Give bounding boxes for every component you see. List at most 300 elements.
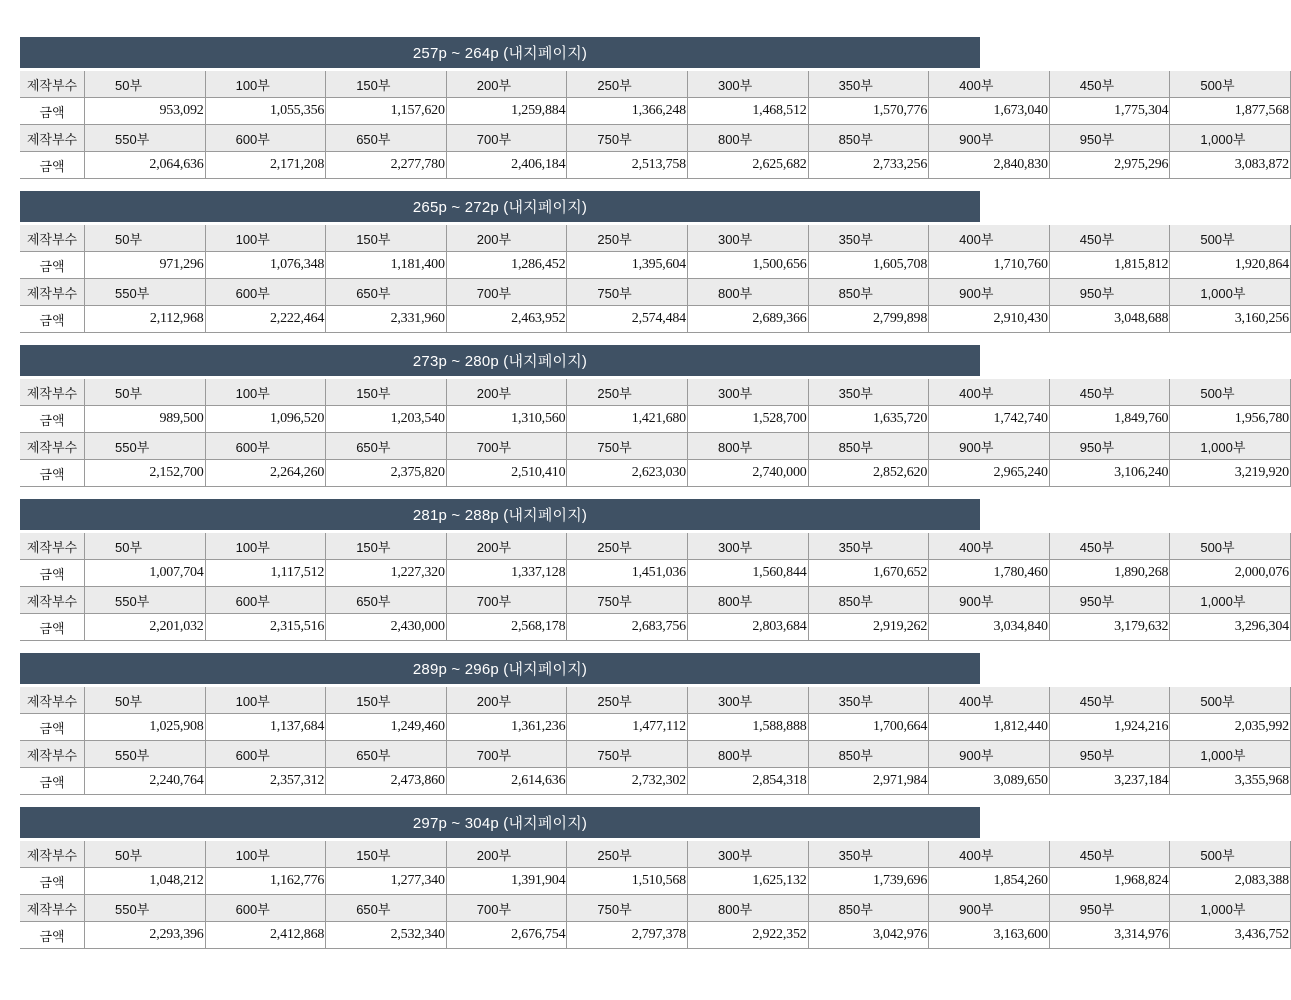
amount-cell: 2,614,636 (446, 768, 567, 795)
quantity-cell: 350부 (808, 71, 929, 98)
quantity-cell: 1,000부 (1170, 895, 1291, 922)
quantity-row (20, 895, 1290, 922)
amount-cell: 1,277,340 (326, 868, 447, 895)
quantity-row-label: 제작부수 (20, 279, 85, 306)
amount-cell: 2,797,378 (567, 922, 688, 949)
quantity-cell: 250부 (567, 687, 688, 714)
quantity-cell: 600부 (205, 741, 326, 768)
amount-cell: 2,965,240 (929, 460, 1050, 487)
amount-cell: 2,854,318 (687, 768, 808, 795)
quantity-cell: 50부 (85, 533, 206, 560)
amount-cell: 1,286,452 (446, 252, 567, 279)
quantity-cell: 750부 (567, 125, 688, 152)
amount-row (20, 922, 1290, 949)
amount-cell: 2,264,260 (205, 460, 326, 487)
amount-cell: 1,451,036 (567, 560, 688, 587)
amount-cell: 2,574,484 (567, 306, 688, 333)
quantity-row (20, 125, 1290, 152)
amount-row (20, 306, 1290, 333)
amount-cell: 1,625,132 (687, 868, 808, 895)
quantity-cell: 950부 (1049, 125, 1170, 152)
quantity-cell: 850부 (808, 433, 929, 460)
quantity-row (20, 279, 1290, 306)
amount-cell: 2,201,032 (85, 614, 206, 641)
quantity-cell: 400부 (929, 687, 1050, 714)
amount-cell: 2,083,388 (1170, 868, 1291, 895)
quantity-cell: 750부 (567, 433, 688, 460)
amount-cell: 1,055,356 (205, 98, 326, 125)
amount-cell: 1,570,776 (808, 98, 929, 125)
quantity-cell: 450부 (1049, 841, 1170, 868)
amount-cell: 1,605,708 (808, 252, 929, 279)
quantity-cell: 700부 (446, 125, 567, 152)
amount-cell: 3,106,240 (1049, 460, 1170, 487)
quantity-cell: 100부 (205, 379, 326, 406)
amount-row (20, 614, 1290, 641)
amount-cell: 971,296 (85, 252, 206, 279)
quantity-row-label: 제작부수 (20, 587, 85, 614)
amount-cell: 2,035,992 (1170, 714, 1291, 741)
quantity-cell: 650부 (326, 279, 447, 306)
quantity-cell: 550부 (85, 125, 206, 152)
quantity-row (20, 533, 1290, 560)
amount-cell: 2,357,312 (205, 768, 326, 795)
amount-cell: 1,710,760 (929, 252, 1050, 279)
amount-cell: 1,968,824 (1049, 868, 1170, 895)
amount-cell: 2,852,620 (808, 460, 929, 487)
amount-cell: 1,812,440 (929, 714, 1050, 741)
amount-cell: 3,042,976 (808, 922, 929, 949)
quantity-row (20, 587, 1290, 614)
amount-cell: 3,089,650 (929, 768, 1050, 795)
amount-cell: 2,910,430 (929, 306, 1050, 333)
amount-cell: 2,683,756 (567, 614, 688, 641)
quantity-row-label: 제작부수 (20, 687, 85, 714)
quantity-cell: 1,000부 (1170, 741, 1291, 768)
quantity-row-label: 제작부수 (20, 895, 85, 922)
quantity-cell: 150부 (326, 379, 447, 406)
quantity-cell: 950부 (1049, 587, 1170, 614)
amount-cell: 1,528,700 (687, 406, 808, 433)
quantity-cell: 650부 (326, 433, 447, 460)
price-section (20, 345, 1289, 487)
quantity-row-label: 제작부수 (20, 533, 85, 560)
quantity-cell: 100부 (205, 71, 326, 98)
quantity-cell: 450부 (1049, 379, 1170, 406)
amount-cell: 1,854,260 (929, 868, 1050, 895)
amount-cell: 1,181,400 (326, 252, 447, 279)
quantity-cell: 450부 (1049, 687, 1170, 714)
quantity-cell: 450부 (1049, 225, 1170, 252)
price-section (20, 807, 1289, 949)
quantity-cell: 900부 (929, 279, 1050, 306)
amount-cell: 2,625,682 (687, 152, 808, 179)
amount-cell: 1,310,560 (446, 406, 567, 433)
amount-cell: 2,406,184 (446, 152, 567, 179)
quantity-cell: 700부 (446, 895, 567, 922)
amount-cell: 1,249,460 (326, 714, 447, 741)
section-title: 297p ~ 304p (내지페이지) (20, 807, 980, 838)
amount-row (20, 560, 1290, 587)
quantity-cell: 150부 (326, 71, 447, 98)
quantity-cell: 1,000부 (1170, 279, 1291, 306)
amount-cell: 1,739,696 (808, 868, 929, 895)
amount-cell: 2,919,262 (808, 614, 929, 641)
amount-cell: 1,361,236 (446, 714, 567, 741)
quantity-cell: 600부 (205, 895, 326, 922)
quantity-cell: 900부 (929, 587, 1050, 614)
price-section (20, 191, 1289, 333)
amount-cell: 1,227,320 (326, 560, 447, 587)
amount-cell: 2,412,868 (205, 922, 326, 949)
quantity-cell: 350부 (808, 379, 929, 406)
price-table (20, 687, 1291, 795)
quantity-cell: 750부 (567, 587, 688, 614)
amount-row (20, 714, 1290, 741)
amount-cell: 2,293,396 (85, 922, 206, 949)
quantity-cell: 550부 (85, 587, 206, 614)
quantity-cell: 100부 (205, 225, 326, 252)
amount-cell: 1,203,540 (326, 406, 447, 433)
quantity-row-label: 제작부수 (20, 71, 85, 98)
quantity-cell: 600부 (205, 433, 326, 460)
quantity-cell: 1,000부 (1170, 433, 1291, 460)
quantity-cell: 500부 (1170, 379, 1291, 406)
amount-cell: 2,676,754 (446, 922, 567, 949)
amount-row-label: 금액 (20, 152, 85, 179)
quantity-cell: 800부 (687, 741, 808, 768)
amount-cell: 2,331,960 (326, 306, 447, 333)
quantity-row (20, 841, 1290, 868)
quantity-cell: 350부 (808, 841, 929, 868)
quantity-cell: 800부 (687, 433, 808, 460)
amount-cell: 1,924,216 (1049, 714, 1170, 741)
amount-row (20, 406, 1290, 433)
quantity-cell: 350부 (808, 533, 929, 560)
amount-cell: 2,375,820 (326, 460, 447, 487)
quantity-row (20, 433, 1290, 460)
amount-cell: 3,034,840 (929, 614, 1050, 641)
price-table (20, 71, 1291, 179)
amount-cell: 1,815,812 (1049, 252, 1170, 279)
amount-cell: 1,007,704 (85, 560, 206, 587)
amount-cell: 2,277,780 (326, 152, 447, 179)
amount-cell: 3,219,920 (1170, 460, 1291, 487)
quantity-cell: 700부 (446, 741, 567, 768)
quantity-cell: 250부 (567, 71, 688, 98)
amount-cell: 2,463,952 (446, 306, 567, 333)
amount-cell: 2,623,030 (567, 460, 688, 487)
quantity-cell: 150부 (326, 225, 447, 252)
amount-cell: 2,000,076 (1170, 560, 1291, 587)
amount-row (20, 868, 1290, 895)
quantity-row (20, 379, 1290, 406)
amount-cell: 3,314,976 (1049, 922, 1170, 949)
amount-cell: 3,179,632 (1049, 614, 1170, 641)
quantity-cell: 300부 (687, 687, 808, 714)
amount-cell: 2,510,410 (446, 460, 567, 487)
quantity-cell: 300부 (687, 379, 808, 406)
amount-cell: 2,222,464 (205, 306, 326, 333)
amount-cell: 1,117,512 (205, 560, 326, 587)
quantity-row-label: 제작부수 (20, 225, 85, 252)
amount-cell: 1,395,604 (567, 252, 688, 279)
quantity-cell: 550부 (85, 741, 206, 768)
amount-row-label: 금액 (20, 768, 85, 795)
amount-cell: 1,742,740 (929, 406, 1050, 433)
quantity-cell: 600부 (205, 587, 326, 614)
quantity-cell: 850부 (808, 587, 929, 614)
quantity-cell: 700부 (446, 433, 567, 460)
amount-cell: 1,137,684 (205, 714, 326, 741)
amount-cell: 2,430,000 (326, 614, 447, 641)
amount-row-label: 금액 (20, 868, 85, 895)
quantity-cell: 100부 (205, 533, 326, 560)
price-section (20, 499, 1289, 641)
quantity-cell: 850부 (808, 895, 929, 922)
amount-cell: 1,588,888 (687, 714, 808, 741)
quantity-cell: 650부 (326, 125, 447, 152)
amount-cell: 1,025,908 (85, 714, 206, 741)
quantity-cell: 150부 (326, 841, 447, 868)
amount-row-label: 금액 (20, 252, 85, 279)
quantity-cell: 650부 (326, 587, 447, 614)
quantity-cell: 200부 (446, 71, 567, 98)
amount-cell: 1,421,680 (567, 406, 688, 433)
quantity-cell: 600부 (205, 125, 326, 152)
amount-cell: 2,568,178 (446, 614, 567, 641)
amount-cell: 2,171,208 (205, 152, 326, 179)
amount-row (20, 152, 1290, 179)
quantity-cell: 200부 (446, 225, 567, 252)
amount-row (20, 252, 1290, 279)
quantity-cell: 500부 (1170, 687, 1291, 714)
quantity-cell: 400부 (929, 841, 1050, 868)
quantity-cell: 850부 (808, 125, 929, 152)
amount-cell: 1,956,780 (1170, 406, 1291, 433)
quantity-cell: 900부 (929, 741, 1050, 768)
amount-cell: 2,803,684 (687, 614, 808, 641)
amount-cell: 1,890,268 (1049, 560, 1170, 587)
quantity-cell: 100부 (205, 687, 326, 714)
section-title: 273p ~ 280p (내지페이지) (20, 345, 980, 376)
amount-cell: 2,473,860 (326, 768, 447, 795)
amount-cell: 2,315,516 (205, 614, 326, 641)
quantity-cell: 50부 (85, 225, 206, 252)
quantity-cell: 950부 (1049, 895, 1170, 922)
price-table (20, 225, 1291, 333)
quantity-cell: 550부 (85, 433, 206, 460)
amount-cell: 2,840,830 (929, 152, 1050, 179)
amount-cell: 1,877,568 (1170, 98, 1291, 125)
section-title: 289p ~ 296p (내지페이지) (20, 653, 980, 684)
quantity-cell: 800부 (687, 587, 808, 614)
quantity-cell: 400부 (929, 379, 1050, 406)
quantity-cell: 700부 (446, 279, 567, 306)
quantity-cell: 250부 (567, 841, 688, 868)
amount-cell: 1,700,664 (808, 714, 929, 741)
amount-cell: 2,975,296 (1049, 152, 1170, 179)
amount-cell: 1,477,112 (567, 714, 688, 741)
amount-cell: 1,391,904 (446, 868, 567, 895)
quantity-cell: 400부 (929, 225, 1050, 252)
quantity-row-label: 제작부수 (20, 125, 85, 152)
amount-cell: 2,799,898 (808, 306, 929, 333)
amount-cell: 1,920,864 (1170, 252, 1291, 279)
quantity-row (20, 71, 1290, 98)
amount-cell: 1,468,512 (687, 98, 808, 125)
quantity-row-label: 제작부수 (20, 379, 85, 406)
amount-cell: 2,689,366 (687, 306, 808, 333)
quantity-cell: 50부 (85, 71, 206, 98)
quantity-cell: 900부 (929, 125, 1050, 152)
amount-row-label: 금액 (20, 460, 85, 487)
amount-cell: 3,355,968 (1170, 768, 1291, 795)
price-table (20, 379, 1291, 487)
price-table (20, 841, 1291, 949)
quantity-cell: 300부 (687, 841, 808, 868)
quantity-cell: 550부 (85, 279, 206, 306)
amount-cell: 2,532,340 (326, 922, 447, 949)
amount-cell: 3,083,872 (1170, 152, 1291, 179)
quantity-cell: 600부 (205, 279, 326, 306)
amount-cell: 3,160,256 (1170, 306, 1291, 333)
quantity-cell: 500부 (1170, 533, 1291, 560)
amount-row-label: 금액 (20, 406, 85, 433)
quantity-cell: 250부 (567, 533, 688, 560)
quantity-cell: 950부 (1049, 279, 1170, 306)
amount-cell: 2,733,256 (808, 152, 929, 179)
amount-cell: 2,732,302 (567, 768, 688, 795)
price-table-document (20, 37, 1289, 961)
quantity-cell: 500부 (1170, 841, 1291, 868)
quantity-cell: 1,000부 (1170, 125, 1291, 152)
quantity-cell: 950부 (1049, 433, 1170, 460)
amount-cell: 1,635,720 (808, 406, 929, 433)
amount-cell: 1,500,656 (687, 252, 808, 279)
quantity-cell: 550부 (85, 895, 206, 922)
amount-cell: 1,849,760 (1049, 406, 1170, 433)
amount-cell: 2,152,700 (85, 460, 206, 487)
section-title: 265p ~ 272p (내지페이지) (20, 191, 980, 222)
amount-cell: 2,922,352 (687, 922, 808, 949)
quantity-cell: 200부 (446, 687, 567, 714)
amount-cell: 2,971,984 (808, 768, 929, 795)
amount-cell: 989,500 (85, 406, 206, 433)
quantity-cell: 950부 (1049, 741, 1170, 768)
quantity-cell: 300부 (687, 71, 808, 98)
amount-row (20, 460, 1290, 487)
amount-cell: 1,157,620 (326, 98, 447, 125)
quantity-row (20, 741, 1290, 768)
quantity-cell: 900부 (929, 433, 1050, 460)
quantity-row (20, 687, 1290, 714)
amount-cell: 2,740,000 (687, 460, 808, 487)
quantity-cell: 300부 (687, 533, 808, 560)
quantity-cell: 400부 (929, 71, 1050, 98)
price-section (20, 37, 1289, 179)
quantity-cell: 150부 (326, 687, 447, 714)
quantity-cell: 200부 (446, 841, 567, 868)
quantity-cell: 450부 (1049, 71, 1170, 98)
quantity-cell: 900부 (929, 895, 1050, 922)
amount-row-label: 금액 (20, 306, 85, 333)
quantity-cell: 100부 (205, 841, 326, 868)
amount-cell: 2,513,758 (567, 152, 688, 179)
quantity-cell: 650부 (326, 895, 447, 922)
amount-cell: 2,240,764 (85, 768, 206, 795)
amount-cell: 1,259,884 (446, 98, 567, 125)
amount-cell: 3,436,752 (1170, 922, 1291, 949)
amount-cell: 1,162,776 (205, 868, 326, 895)
quantity-cell: 300부 (687, 225, 808, 252)
price-table (20, 533, 1291, 641)
quantity-row (20, 225, 1290, 252)
quantity-cell: 150부 (326, 533, 447, 560)
section-title: 257p ~ 264p (내지페이지) (20, 37, 980, 68)
quantity-cell: 50부 (85, 841, 206, 868)
quantity-cell: 400부 (929, 533, 1050, 560)
section-title: 281p ~ 288p (내지페이지) (20, 499, 980, 530)
price-section (20, 653, 1289, 795)
quantity-cell: 200부 (446, 379, 567, 406)
quantity-cell: 250부 (567, 225, 688, 252)
quantity-cell: 800부 (687, 895, 808, 922)
amount-cell: 3,296,304 (1170, 614, 1291, 641)
quantity-row-label: 제작부수 (20, 433, 85, 460)
quantity-cell: 50부 (85, 687, 206, 714)
amount-row-label: 금액 (20, 98, 85, 125)
quantity-row-label: 제작부수 (20, 741, 85, 768)
amount-cell: 1,366,248 (567, 98, 688, 125)
quantity-cell: 750부 (567, 741, 688, 768)
amount-row-label: 금액 (20, 714, 85, 741)
quantity-cell: 800부 (687, 125, 808, 152)
amount-cell: 1,510,568 (567, 868, 688, 895)
quantity-cell: 750부 (567, 279, 688, 306)
amount-cell: 953,092 (85, 98, 206, 125)
amount-cell: 2,112,968 (85, 306, 206, 333)
quantity-cell: 50부 (85, 379, 206, 406)
amount-cell: 1,560,844 (687, 560, 808, 587)
amount-cell: 1,076,348 (205, 252, 326, 279)
amount-row (20, 768, 1290, 795)
quantity-cell: 1,000부 (1170, 587, 1291, 614)
quantity-cell: 800부 (687, 279, 808, 306)
amount-cell: 3,163,600 (929, 922, 1050, 949)
amount-cell: 1,670,652 (808, 560, 929, 587)
amount-cell: 1,780,460 (929, 560, 1050, 587)
quantity-cell: 350부 (808, 225, 929, 252)
amount-row (20, 98, 1290, 125)
amount-cell: 1,096,520 (205, 406, 326, 433)
quantity-cell: 700부 (446, 587, 567, 614)
quantity-cell: 250부 (567, 379, 688, 406)
amount-cell: 3,048,688 (1049, 306, 1170, 333)
quantity-cell: 850부 (808, 279, 929, 306)
amount-row-label: 금액 (20, 560, 85, 587)
quantity-cell: 750부 (567, 895, 688, 922)
amount-row-label: 금액 (20, 614, 85, 641)
amount-cell: 1,048,212 (85, 868, 206, 895)
quantity-cell: 500부 (1170, 225, 1291, 252)
amount-cell: 1,673,040 (929, 98, 1050, 125)
quantity-cell: 850부 (808, 741, 929, 768)
quantity-cell: 200부 (446, 533, 567, 560)
quantity-row-label: 제작부수 (20, 841, 85, 868)
quantity-cell: 500부 (1170, 71, 1291, 98)
quantity-cell: 350부 (808, 687, 929, 714)
